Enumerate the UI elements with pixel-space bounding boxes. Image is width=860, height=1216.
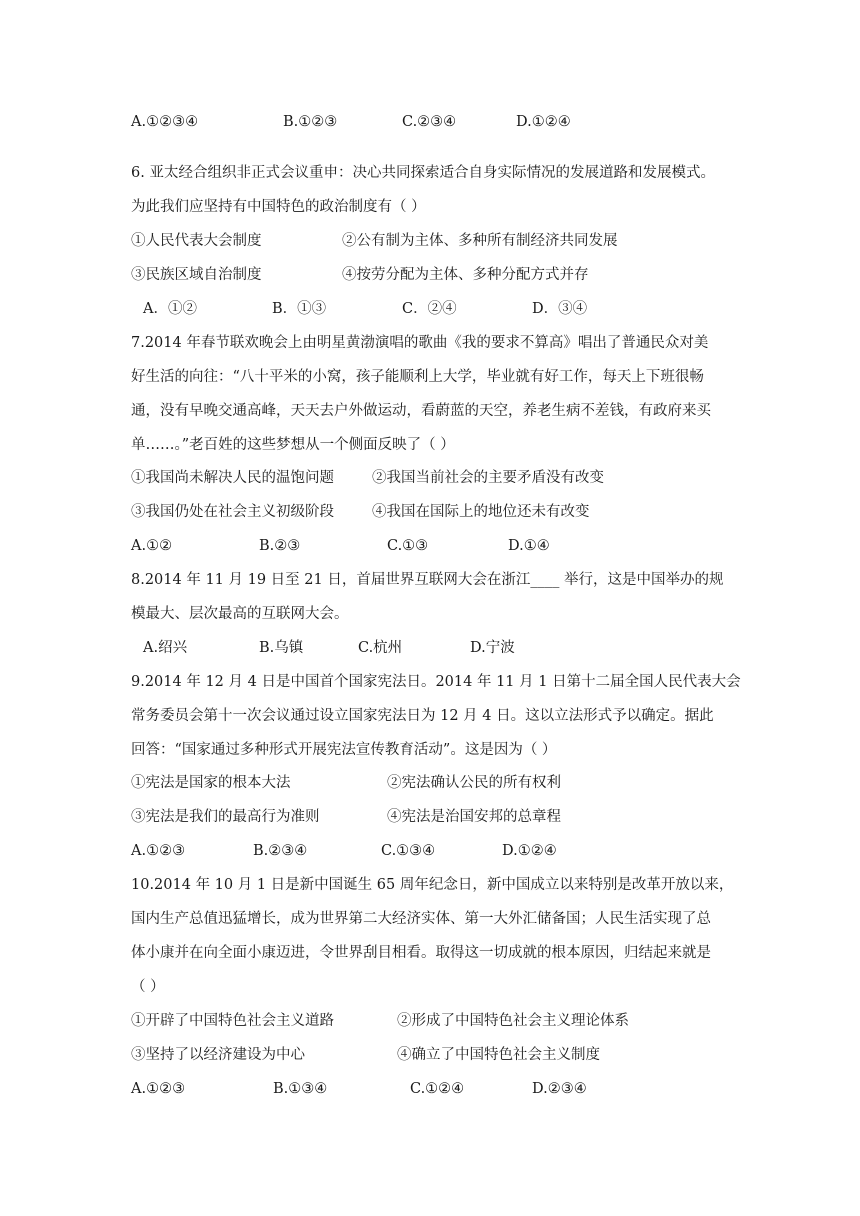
q5-option-c: C.②③④ xyxy=(402,114,457,130)
q10-option-d: D.②③④ xyxy=(532,1081,587,1097)
q8-answer-row xyxy=(0,638,860,658)
q9-option-a: A.①②③ xyxy=(131,843,186,859)
q9-item-row-2 xyxy=(0,807,860,827)
q6-item-row-2 xyxy=(0,265,860,285)
q9-item-2: ②宪法确认公民的所有权利 xyxy=(387,775,561,791)
q8-option-c: C.杭州 xyxy=(358,640,403,656)
q9-option-b: B.②③④ xyxy=(253,843,308,859)
q7-answer-row xyxy=(0,536,860,556)
q8-option-d: D.宁波 xyxy=(470,640,515,656)
q7-stem-line-2: 好生活的向往：“八十平米的小窝，孩子能顺利上大学，毕业就有好工作，每天上下班很畅 xyxy=(131,369,704,385)
q7-option-d: D.①④ xyxy=(508,538,550,554)
q9-stem-line-2: 常务委员会第十一次会议通过设立国家宪法日为 12 月 4 日。这以立法形式予以确定。据此 xyxy=(131,708,714,724)
q7-stem-line-1: 7.2014 年春节联欢晚会上由明星黄渤演唱的歌曲《我的要求不算高》唱出了普通民众对美 xyxy=(131,335,709,351)
q8-stem-line-2: 模最大、层次最高的互联网大会。 xyxy=(131,606,349,622)
q6-option-c: C．②④ xyxy=(402,301,457,317)
q7-option-b: B.②③ xyxy=(259,538,301,554)
q7-option-c: C.①③ xyxy=(387,538,429,554)
q10-option-a: A.①②③ xyxy=(131,1081,186,1097)
q5-option-a: A.①②③④ xyxy=(131,114,199,130)
q10-item-1: ①开辟了中国特色社会主义道路 xyxy=(131,1013,334,1029)
q8-option-b: B.乌镇 xyxy=(259,640,304,656)
q7-item-row-1 xyxy=(0,468,860,488)
q9-item-row-1 xyxy=(0,773,860,793)
q7-option-a: A.①② xyxy=(131,538,173,554)
q10-item-3: ③坚持了以经济建设为中心 xyxy=(131,1047,305,1063)
q10-stem-line-4: （ ） xyxy=(131,979,165,995)
q7-item-row-2 xyxy=(0,502,860,522)
q10-stem-line-1: 10.2014 年 10 月 1 日是新中国诞生 65 周年纪念日，新中国成立以来特别是改革开放以来， xyxy=(131,877,734,893)
q9-item-1: ①宪法是国家的根本大法 xyxy=(131,775,291,791)
q6-item-4: ④按劳分配为主体、多种分配方式并存 xyxy=(342,267,589,283)
q7-item-4: ④我国在国际上的地位还未有改变 xyxy=(372,504,590,520)
q10-answer-row xyxy=(0,1079,860,1099)
q9-stem-line-3: 回答：“国家通过多种形式开展宪法宣传教育活动”。这是因为（ ） xyxy=(131,742,557,758)
q9-option-c: C.①③④ xyxy=(381,843,436,859)
q8-option-a: A.绍兴 xyxy=(143,640,188,656)
q10-stem-line-2: 国内生产总值迅猛增长，成为世界第二大经济实体、第一大外汇储备国；人民生活实现了总 xyxy=(131,911,711,927)
q10-option-c: C.①②④ xyxy=(410,1081,465,1097)
q6-item-1: ①人民代表大会制度 xyxy=(131,233,262,249)
q6-stem-line-1: 6. 亚太经合组织非正式会议重申：决心共同探索适合自身实际情况的发展道路和发展模式。 xyxy=(131,165,715,181)
q9-item-3: ③宪法是我们的最高行为准则 xyxy=(131,809,320,825)
q6-item-3: ③民族区域自治制度 xyxy=(131,267,262,283)
q6-option-a: A．①② xyxy=(143,301,197,317)
q10-stem-line-3: 体小康并在向全面小康迈进，令世界刮目相看。取得这一切成就的根本原因，归结起来就是 xyxy=(131,945,711,961)
q9-stem-line-1: 9.2014 年 12 月 4 日是中国首个国家宪法日。2014 年 11 月 1 日第十二届全国人民代表大会 xyxy=(131,674,741,690)
q8-stem-line-1: 8.2014 年 11 月 19 日至 21 日，首届世界互联网大会在浙江____ 举行，这是中国举办的规 xyxy=(131,572,724,588)
q10-item-row-2 xyxy=(0,1045,860,1065)
q9-answer-row xyxy=(0,841,860,861)
q6-option-b: B．①③ xyxy=(272,301,327,317)
q10-item-4: ④确立了中国特色社会主义制度 xyxy=(397,1047,600,1063)
q10-item-2: ②形成了中国特色社会主义理论体系 xyxy=(397,1013,629,1029)
q7-item-1: ①我国尚未解决人民的温饱问题 xyxy=(131,470,334,486)
q10-option-b: B.①③④ xyxy=(273,1081,328,1097)
q6-item-row-1 xyxy=(0,231,860,251)
q10-item-row-1 xyxy=(0,1011,860,1031)
q6-item-2: ②公有制为主体、多种所有制经济共同发展 xyxy=(342,233,618,249)
q7-item-2: ②我国当前社会的主要矛盾没有改变 xyxy=(372,470,604,486)
q5-option-b: B.①②③ xyxy=(283,114,338,130)
q6-stem-line-2: 为此我们应坚持有中国特色的政治制度有（ ） xyxy=(131,199,426,215)
q6-answer-row xyxy=(0,299,860,319)
q5-option-d: D.①②④ xyxy=(516,114,571,130)
q7-stem-line-4: 单……。”老百姓的这些梦想从一个侧面反映了（ ） xyxy=(131,437,455,453)
q7-stem-line-3: 通，没有早晚交通高峰，天天去户外做运动，看蔚蓝的天空，养老生病不差钱，有政府来买 xyxy=(131,403,711,419)
q9-option-d: D.①②④ xyxy=(502,843,557,859)
q5-answer-row xyxy=(0,112,860,132)
q6-option-d: D．③④ xyxy=(532,301,588,317)
q9-item-4: ④宪法是治国安邦的总章程 xyxy=(387,809,561,825)
q7-item-3: ③我国仍处在社会主义初级阶段 xyxy=(131,504,334,520)
